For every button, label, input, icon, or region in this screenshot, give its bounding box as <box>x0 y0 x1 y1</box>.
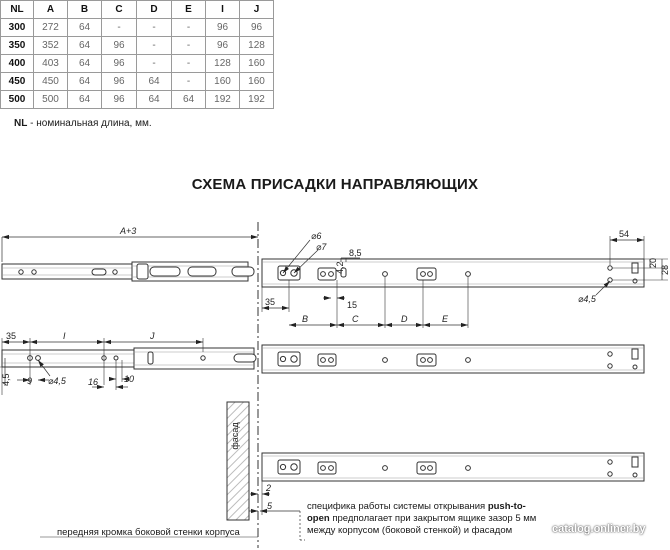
cell: 160 <box>240 73 274 91</box>
push-to-open-note <box>307 501 537 537</box>
dim-9: 9 <box>27 376 33 386</box>
rail-3 <box>262 453 644 481</box>
col-a: A <box>34 1 68 19</box>
cell: 192 <box>240 91 274 109</box>
cell: 96 <box>240 19 274 37</box>
cell: 160 <box>206 73 240 91</box>
dim-5: 5 <box>267 501 273 511</box>
dim-16: 16 <box>88 377 99 387</box>
watermark: catalog.onliner.by <box>552 523 646 535</box>
facade-label: фасад <box>230 422 240 450</box>
cell: 96 <box>102 55 137 73</box>
dim-c: C <box>352 314 359 324</box>
cell: - <box>172 19 206 37</box>
cell: 64 <box>137 91 172 109</box>
cell: 96 <box>102 73 137 91</box>
dim-10: 10 <box>124 374 135 384</box>
cell: 64 <box>68 55 102 73</box>
dim-d6: ⌀6 <box>311 231 322 241</box>
cell: 403 <box>34 55 68 73</box>
cell: 450 <box>1 73 34 91</box>
dim-35-left: 35 <box>6 331 17 341</box>
col-c: C <box>102 1 137 19</box>
rail-1 <box>2 259 644 287</box>
col-j: J <box>240 1 274 19</box>
cell: - <box>102 19 137 37</box>
col-b: B <box>68 1 102 19</box>
dim-j: J <box>150 331 155 341</box>
front-edge-label: передняя кромка боковой стенки корпуса <box>57 527 240 538</box>
dim-e: E <box>442 314 449 324</box>
col-i: I <box>206 1 240 19</box>
rail-2 <box>2 345 644 373</box>
cell: 500 <box>1 91 34 109</box>
cell: 450 <box>34 73 68 91</box>
dim-15: 15 <box>347 300 358 310</box>
dim-b: B <box>302 314 309 324</box>
dim-28: 28 <box>660 264 670 275</box>
cell: 400 <box>1 55 34 73</box>
dim-i: I <box>63 331 66 341</box>
cell: - <box>172 55 206 73</box>
cell: 64 <box>137 73 172 91</box>
cell: 64 <box>68 91 102 109</box>
cell: 128 <box>240 37 274 55</box>
dim-54: 54 <box>619 229 630 239</box>
push-note-bold: push-to-open <box>307 501 526 524</box>
cell: 192 <box>206 91 240 109</box>
cell: 64 <box>68 73 102 91</box>
cell: 500 <box>34 91 68 109</box>
dim-8-5: 8,5 <box>349 248 362 258</box>
dim-d: D <box>401 314 408 324</box>
nl-abbr: NL <box>14 118 28 129</box>
col-e: E <box>172 1 206 19</box>
cell: 64 <box>68 37 102 55</box>
cell: 96 <box>102 37 137 55</box>
nl-note-text: - номинальная длина, мм. <box>27 118 152 129</box>
diagram-title: СХЕМА ПРИСАДКИ НАПРАВЛЯЮЩИХ <box>191 176 479 193</box>
dim-2: 2 <box>266 483 272 493</box>
dim-a-plus-3: A+3 <box>120 226 137 236</box>
cell: 64 <box>68 19 102 37</box>
cell: 300 <box>1 19 34 37</box>
cell: 352 <box>34 37 68 55</box>
dim-d4-5-left: ⌀4,5 <box>48 376 66 386</box>
cell: 64 <box>172 91 206 109</box>
dim-35: 35 <box>265 297 276 307</box>
cell: - <box>172 73 206 91</box>
dim-4-5-h: 4,5 <box>1 373 11 386</box>
dim-4-2: 4,2 <box>335 261 345 274</box>
cell: - <box>137 55 172 73</box>
cell: 160 <box>240 55 274 73</box>
cell: 128 <box>206 55 240 73</box>
col-nl: NL <box>1 1 34 19</box>
dim-d4-5-right: ⌀4,5 <box>578 294 596 304</box>
cell: 272 <box>34 19 68 37</box>
cell: 350 <box>1 37 34 55</box>
cell: - <box>137 19 172 37</box>
col-d: D <box>137 1 172 19</box>
cell: 96 <box>206 19 240 37</box>
cell: 96 <box>102 91 137 109</box>
push-note-prefix: специфика работы системы открывания <box>307 501 488 512</box>
cell: - <box>137 37 172 55</box>
dim-d7: ⌀7 <box>316 242 327 252</box>
cell: - <box>172 37 206 55</box>
cell: 96 <box>206 37 240 55</box>
push-note-rest: предполагает при закрытом ящике зазор 5 мм между корпусом (боковой стенкой) и фасадом <box>307 513 537 536</box>
dim-20: 20 <box>648 257 658 268</box>
facade-section <box>227 402 249 520</box>
